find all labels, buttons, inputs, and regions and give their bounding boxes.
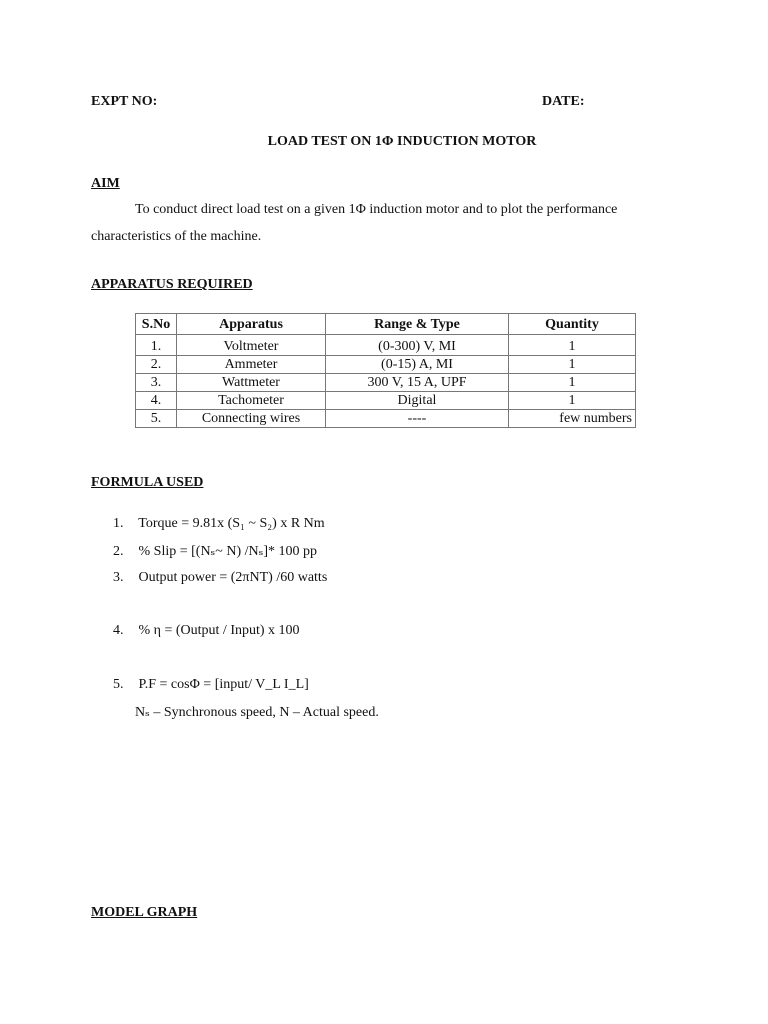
formula-text: Output power = (2πNT) /60 watts — [138, 570, 328, 585]
cell-range-type: (0-300) V, MI — [326, 335, 509, 356]
formula-text: % η = (Output / Input) x 100 — [138, 623, 300, 638]
cell-range-type: ---- — [326, 410, 509, 428]
formula-number: 4. — [113, 623, 124, 638]
table-row — [136, 374, 636, 392]
cell-range-type: (0-15) A, MI — [326, 356, 509, 374]
model-graph-heading: MODEL GRAPH — [91, 905, 198, 920]
formula-number: 2. — [113, 544, 124, 559]
aim-heading: AIM — [91, 176, 120, 191]
aim-text-line1: To conduct direct load test on a given 1Φ induction motor and to plot the performance — [135, 202, 618, 217]
apparatus-table — [135, 313, 636, 428]
cell-apparatus: Ammeter — [177, 356, 326, 374]
formula-text: P.F = cosΦ = [input/ V_L I_L] — [138, 677, 309, 692]
formula-number: 5. — [113, 677, 124, 692]
aim-paragraph — [91, 196, 691, 250]
formula-text: % Slip = [(Nₛ~ N) /Nₛ]* 100 pp — [138, 544, 317, 559]
formula-item-output-power — [113, 570, 327, 586]
cell-range-type: 300 V, 15 A, UPF — [326, 374, 509, 392]
table-row — [136, 356, 636, 374]
cell-range-type: Digital — [326, 392, 509, 410]
cell-apparatus: Voltmeter — [177, 335, 326, 356]
aim-text-line2: characteristics of the machine. — [91, 229, 262, 244]
formula-item-slip — [113, 543, 317, 560]
table-row — [136, 392, 636, 410]
cell-sno: 2. — [136, 356, 177, 374]
formula-heading: FORMULA USED — [91, 475, 204, 490]
cell-sno: 1. — [136, 335, 177, 356]
formula-item-torque — [113, 516, 325, 532]
formula-text: Torque = 9.81x (S₁ ~ S₂) x R Nm — [138, 516, 325, 531]
expt-no-label: EXPT NO: — [91, 94, 158, 109]
cell-apparatus: Wattmeter — [177, 374, 326, 392]
cell-quantity: 1 — [509, 335, 636, 356]
formula-item-power-factor — [113, 677, 309, 693]
table-row — [136, 335, 636, 356]
apparatus-heading: APPARATUS REQUIRED — [91, 277, 253, 292]
formula-note: Nₛ – Synchronous speed, N – Actual speed. — [135, 705, 379, 720]
formula-item-efficiency — [113, 623, 300, 639]
column-header-sno: S.No — [136, 314, 177, 335]
formula-number: 3. — [113, 570, 124, 585]
date-label: DATE: — [542, 94, 585, 109]
column-header-quantity: Quantity — [509, 314, 636, 335]
cell-quantity: few numbers — [509, 410, 636, 428]
cell-sno: 5. — [136, 410, 177, 428]
formula-number: 1. — [113, 516, 124, 531]
document-title: LOAD TEST ON 1Φ INDUCTION MOTOR — [267, 134, 537, 149]
column-header-range-type: Range & Type — [326, 314, 509, 335]
cell-quantity: 1 — [509, 374, 636, 392]
table-row — [136, 410, 636, 428]
cell-sno: 3. — [136, 374, 177, 392]
cell-quantity: 1 — [509, 392, 636, 410]
cell-apparatus: Tachometer — [177, 392, 326, 410]
cell-apparatus: Connecting wires — [177, 410, 326, 428]
table-header-row — [136, 314, 636, 335]
cell-quantity: 1 — [509, 356, 636, 374]
column-header-apparatus: Apparatus — [177, 314, 326, 335]
cell-sno: 4. — [136, 392, 177, 410]
